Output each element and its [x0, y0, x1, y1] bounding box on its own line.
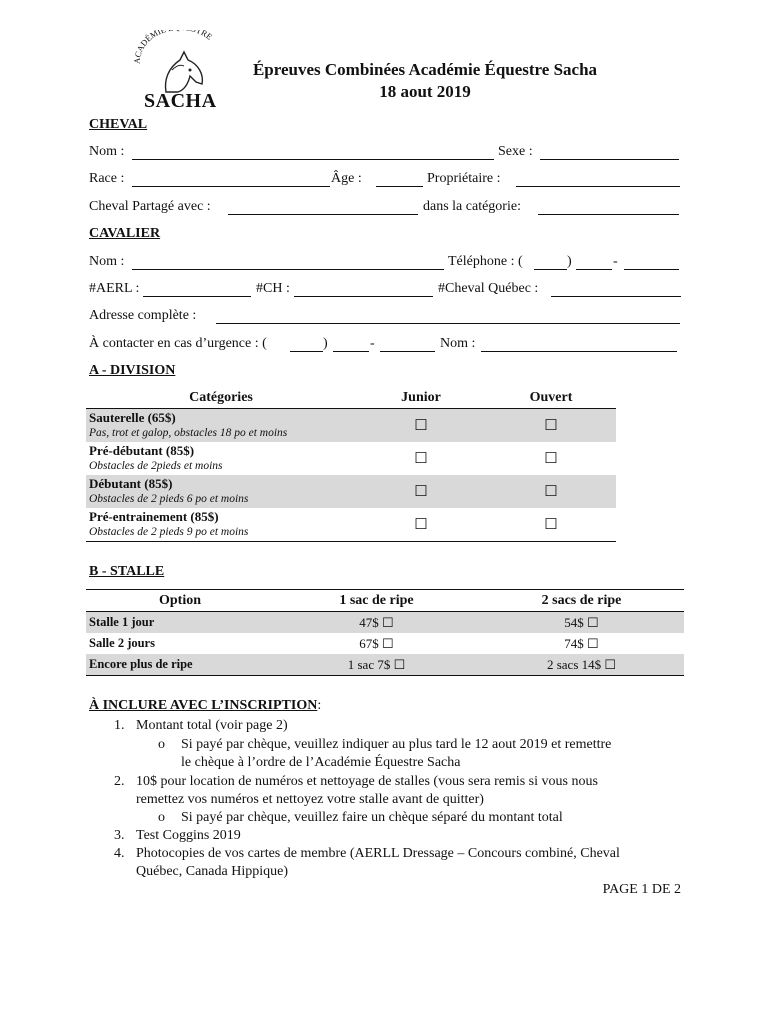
cheval-nom-field[interactable] [132, 159, 494, 160]
category-desc: Obstacles de 2 pieds 9 po et moins [89, 526, 249, 538]
cheval-proprietaire-field[interactable] [516, 186, 680, 187]
table-row [86, 442, 616, 475]
cavalier-aerl-field[interactable] [143, 296, 251, 297]
cavalier-telephone-number-field[interactable] [624, 269, 679, 270]
cavalier-adresse-field[interactable] [216, 323, 680, 324]
urgence-area-field[interactable] [290, 351, 323, 352]
stalle-option: Encore plus de ripe [86, 654, 274, 676]
stalle-two-option[interactable]: 74$ ☐ [564, 635, 599, 651]
cheval-sexe-field[interactable] [540, 159, 679, 160]
list-number: 4. [114, 846, 125, 861]
cheval-proprietaire-label: Propriétaire : [427, 171, 501, 186]
ouvert-checkbox[interactable]: ☐ [544, 418, 558, 434]
cavalier-adresse-label: Adresse complète : [89, 308, 197, 323]
cheval-partage-field[interactable] [228, 214, 418, 215]
cavalier-chevalquebec-label: #Cheval Québec : [438, 281, 539, 296]
inclure-heading: À INCLURE AVEC L’INSCRIPTION [89, 698, 318, 713]
cheval-age-field[interactable] [376, 186, 423, 187]
table-row [86, 409, 616, 443]
category-name: Pré-entrainement (85$) [89, 509, 219, 524]
page-number: PAGE 1 DE 2 [602, 882, 681, 897]
category-desc: Obstacles de 2 pieds 6 po et moins [89, 493, 249, 505]
cavalier-heading: CAVALIER [89, 226, 161, 241]
event-date: 18 aout 2019 [379, 82, 471, 101]
list-item: Montant total (voir page 2) [136, 718, 288, 733]
urgence-prefix-field[interactable] [333, 351, 369, 352]
list-item-cont: remettez vos numéros et nettoyez votre stalle avant de quitter) [136, 792, 484, 807]
list-item: Si payé par chèque, veuillez faire un chèque séparé du montant total [181, 810, 563, 825]
cavalier-chevalquebec-field[interactable] [551, 296, 681, 297]
ouvert-checkbox[interactable]: ☐ [544, 484, 558, 500]
list-bullet: o [158, 737, 165, 752]
list-item: Si payé par chèque, veuillez indiquer au plus tard le 12 aout 2019 et remettre [181, 737, 612, 752]
cavalier-telephone-area-field[interactable] [534, 269, 567, 270]
stalle-two-option[interactable]: 54$ ☐ [479, 612, 684, 634]
cheval-race-label: Race : [89, 171, 125, 186]
cavalier-ch-label: #CH : [256, 281, 290, 296]
stalle-two-option[interactable]: 2 sacs 14$ ☐ [479, 654, 684, 676]
list-bullet: o [158, 810, 165, 825]
junior-checkbox[interactable]: ☐ [414, 418, 428, 434]
table-row [86, 654, 684, 676]
telephone-dash: - [613, 254, 618, 269]
page-title: Épreuves Combinées Académie Équestre Sacha [252, 60, 598, 79]
cheval-heading: CHEVAL [89, 117, 148, 132]
category-desc: Obstacles de 2pieds et moins [89, 460, 223, 472]
category-name: Sauterelle (65$) [89, 410, 176, 425]
stalle-col-two: 2 sacs de ripe [479, 590, 684, 612]
category-name: Débutant (85$) [89, 476, 173, 491]
junior-checkbox[interactable]: ☐ [414, 484, 428, 500]
cheval-nom-label: Nom : [89, 144, 125, 159]
table-row [86, 612, 684, 634]
table-row [86, 475, 616, 508]
cheval-race-field[interactable] [132, 186, 330, 187]
list-item-cont: le chèque à l’ordre de l’Académie Équestre Sacha [181, 755, 461, 770]
cheval-age-label: Âge : [331, 171, 362, 186]
stalle-col-one: 1 sac de ripe [274, 590, 479, 612]
urgence-dash: - [370, 336, 375, 351]
cavalier-urgence-label: À contacter en cas d’urgence : ( [89, 336, 267, 351]
urgence-nom-field[interactable] [481, 351, 677, 352]
stalle-table [86, 589, 684, 676]
stalle-one-option[interactable]: 67$ ☐ [359, 635, 394, 651]
category-name: Pré-débutant (85$) [89, 443, 195, 458]
svg-text:ACADÉMIE ÉQUESTRE [132, 30, 214, 64]
list-number: 3. [114, 828, 125, 843]
division-table [86, 388, 616, 542]
cavalier-ch-field[interactable] [294, 296, 433, 297]
division-heading: A - DIVISION [89, 363, 176, 378]
inclure-colon: : [317, 698, 322, 713]
stalle-option: Stalle 1 jour [86, 612, 274, 634]
table-row [86, 508, 616, 542]
cavalier-telephone-prefix-field[interactable] [576, 269, 612, 270]
list-number: 1. [114, 718, 125, 733]
list-item: Test Coggins 2019 [136, 828, 241, 843]
urgence-nom-label: Nom : [440, 336, 476, 351]
stalle-one-option[interactable]: 1 sac 7$ ☐ [274, 654, 479, 676]
cheval-sexe-label: Sexe : [498, 144, 533, 159]
division-col-categories: Catégories [86, 388, 356, 409]
cheval-partage-label: Cheval Partagé avec : [89, 199, 211, 214]
stalle-heading: B - STALLE [89, 564, 165, 579]
list-item-cont: Québec, Canada Hippique) [136, 864, 288, 879]
urgence-paren-close: ) [323, 336, 328, 351]
cavalier-telephone-label: Téléphone : ( [448, 254, 523, 269]
stalle-one-option[interactable]: 47$ ☐ [274, 612, 479, 634]
logo-name: SACHA [144, 90, 217, 112]
division-col-junior: Junior [356, 388, 486, 409]
stalle-option: Salle 2 jours [89, 636, 155, 650]
list-item: 10$ pour location de numéros et nettoyage de stalles (vous sera remis si vous nous [136, 774, 598, 789]
cheval-categorie-field[interactable] [538, 214, 679, 215]
list-number: 2. [114, 774, 125, 789]
stalle-col-option: Option [86, 590, 274, 612]
cavalier-nom-field[interactable] [132, 269, 444, 270]
cavalier-aerl-label: #AERL : [89, 281, 140, 296]
junior-checkbox[interactable]: ☐ [414, 451, 428, 467]
ouvert-checkbox[interactable]: ☐ [544, 517, 558, 533]
category-desc: Pas, trot et galop, obstacles 18 po et moins [89, 427, 288, 439]
logo-arc-text: ACADÉMI TRE [131, 30, 215, 65]
cavalier-nom-label: Nom : [89, 254, 125, 269]
junior-checkbox[interactable]: ☐ [414, 517, 428, 533]
ouvert-checkbox[interactable]: ☐ [544, 451, 558, 467]
urgence-number-field[interactable] [380, 351, 435, 352]
telephone-paren-close: ) [567, 254, 572, 269]
list-item: Photocopies de vos cartes de membre (AERLL Dressage – Concours combiné, Cheval [136, 846, 620, 861]
table-row [86, 633, 684, 654]
division-col-ouvert: Ouvert [486, 388, 616, 409]
inclure-heading-wrap [89, 698, 321, 714]
cheval-categorie-label: dans la catégorie: [423, 199, 521, 214]
